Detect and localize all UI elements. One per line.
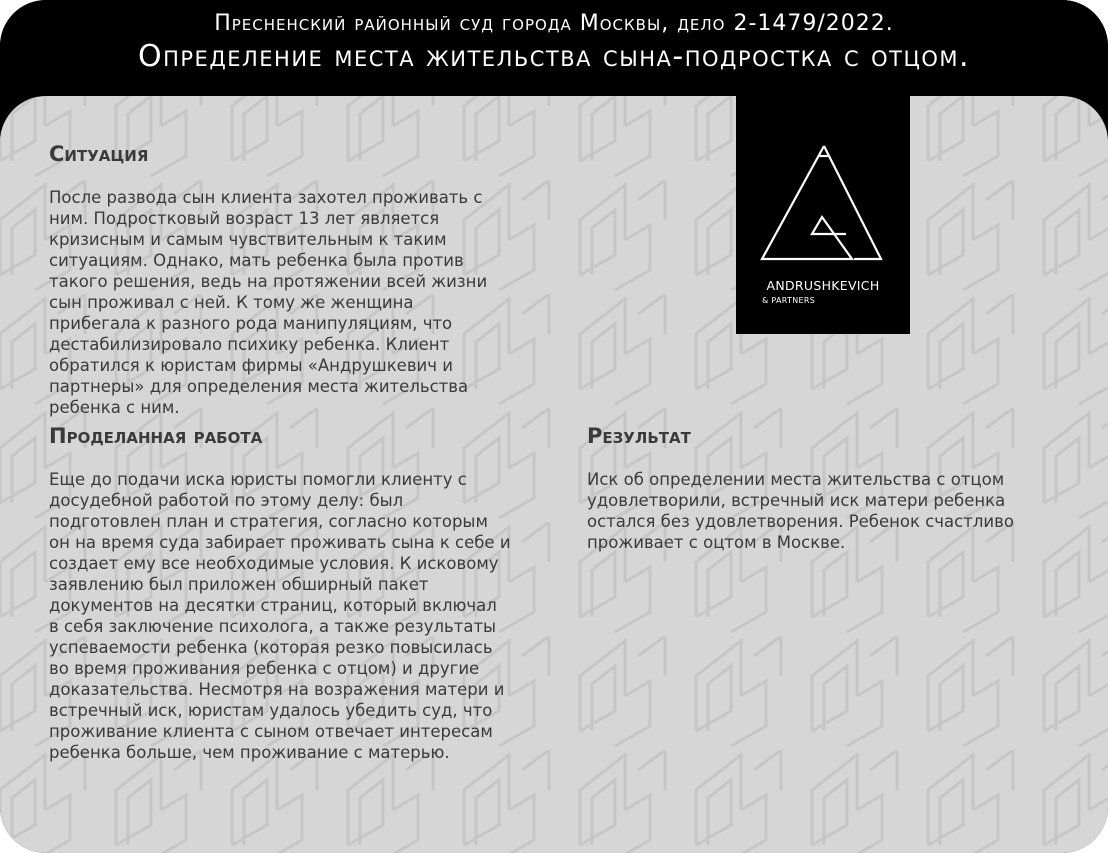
result-text: Иск об определении места жительства с отцом удовлетворили, встречный иск матери ребенка остался без удовлетворения. Ребенок счастливо проживает с оцтом в Москве. [587,470,1014,552]
situation-heading: Ситуация [49,142,149,166]
work-text: Еще до подачи иска юристы помогли клиенту с досудебной работой по этому делу: был подготовлен план и стратегия, согласно которым он на время суда забирает проживать сына к себе и создает ему все необходимые условия. К исковому заявлению был приложен обширный пакет документов на десятки страниц, который включал в себя заключение психолога, а также результаты успеваемости ребенка (которая резко повысилась во время проживания ребенка с отцом) и другие доказательства. Несмотря на возражения матери и встречный иск, юристам удалось убедить суд, что проживание клиента с сыном отвечает интересам ребенка больше, чем проживание с матерью. [49,470,511,762]
content-panel [0,96,1108,853]
company-logo [736,96,910,334]
case-title: Определение места жительства сына-подростка с отцом. [137,39,971,74]
work-heading: Проделанная работа [49,424,263,448]
situation-text: После развода сын клиента захотел проживать с ним. Подростковый возраст 13 лет является кризисным и самым чувствительным к таким ситуациям. Однако, мать ребенка была против такого решения, ведь на протяжении всей жизни сын проживал с ней. К тому же женщина прибегала к разного рода манипуляциям, что дестабилизировало психику ребенка. Клиент обратился к юристам фирмы «Андрушкевич и партнеры» для определения места жительства ребенка с ним. [49,188,488,417]
logo-mark-icon [736,96,910,276]
logo-subtitle: & PARTNERS [762,296,816,305]
header-bar [0,0,1108,96]
logo-name: ANDRUSHKEVICH [766,278,880,293]
result-heading: Результат [587,424,691,448]
case-court-line: Пресненский районный суд города Москвы, дело 2-1479/2022. [214,11,894,36]
